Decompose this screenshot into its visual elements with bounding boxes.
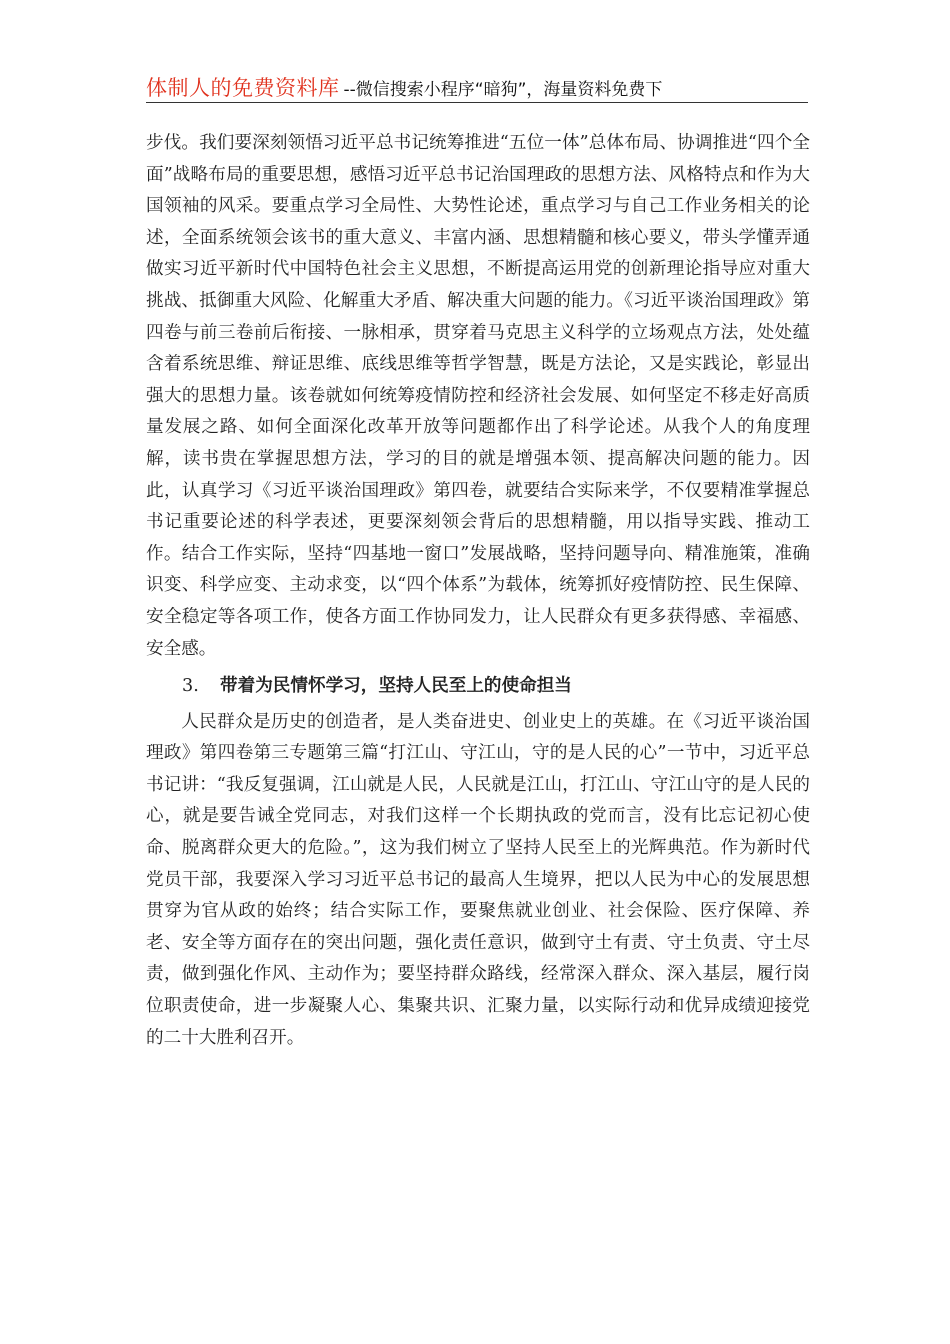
page-header xyxy=(146,72,808,103)
section-heading xyxy=(146,671,810,703)
section-heading-text: 带着为民情怀学习，坚持人民至上的使命担当 xyxy=(220,676,572,697)
header-brand: 体制人的免费资料库 xyxy=(146,76,340,100)
header-tagline: --微信搜索小程序“暗狗”，海量资料免费下 xyxy=(343,80,663,100)
paragraph-section-3: 人民群众是历史的创造者，是人类奋进史、创业史上的英雄。在《习近平谈治国理政》第四卷第三专题第三篇“打江山、守江山，守的是人民的心”一节中，习近平总书记讲：“我反复强调，江山就是人民，人民就是江山，打江山、守江山守的是人民的心，就是要告诫全党同志，对我们这样一个长期执政的党而言，没有比忘记初心使命、脱离群众更大的危险。”，这为我们树立了坚持人民至上的光辉典范。作为新时代党员干部，我要深入学习习近平总书记的最高人生境界，把以人民为中心的发展思想贯穿为官从政的始终；结合实际工作，要聚焦就业创业、社会保险、医疗保障、养老、安全等方面存在的突出问题，强化责任意识，做到守土有责、守土负责、守土尽责，做到强化作风、主动作为；要坚持群众路线，经常深入群众、深入基层，履行岗位职责使命，进一步凝聚人心、集聚共识、汇聚力量，以实际行动和优异成绩迎接党的二十大胜利召开。 xyxy=(146,711,810,1048)
paragraph-continued: 步伐。我们要深刻领悟习近平总书记统筹推进“五位一体”总体布局、协调推进“四个全面”战略布局的重要思想，感悟习近平总书记治国理政的思想方法、风格特点和作为大国领袖的风采。要重点学习全局性、大势性论述，重点学习与自己工作业务相关的论述，全面系统领会该书的重大意义、丰富内涵、思想精髓和核心要义，带头学懂弄通做实习近平新时代中国特色社会主义思想，不断提高运用党的创新理论指导应对重大挑战、抵御重大风险、化解重大矛盾、解决重大问题的能力。《习近平谈治国理政》第四卷与前三卷前后衔接、一脉相承，贯穿着马克思主义科学的立场观点方法，处处蕴含着系统思维、辩证思维、底线思维等哲学智慧，既是方法论，又是实践论，彰显出强大的思想力量。该卷就如何统筹疫情防控和经济社会发展、如何坚定不移走好高质量发展之路、如何全面深化改革开放等问题都作出了科学论述。从我个人的角度理解，读书贵在掌握思想方法，学习的目的就是增强本领、提高解决问题的能力。因此，认真学习《习近平谈治国理政》第四卷，就要结合实际来学，不仅要精准掌握总书记重要论述的科学表述，更要深刻领会背后的思想精髓，用以指导实践、推动工作。结合工作实际，坚持“四基地一窗口”发展战略，坚持问题导向、精准施策，准确识变、科学应变、主动求变，以“四个体系”为载体，统筹抓好疫情防控、民生保障、安全稳定等各项工作，使各方面工作协同发力，让人民群众有更多获得感、幸福感、安全感。 xyxy=(146,133,810,659)
document-body xyxy=(146,128,810,1054)
section-heading-number: 3. xyxy=(182,676,199,697)
